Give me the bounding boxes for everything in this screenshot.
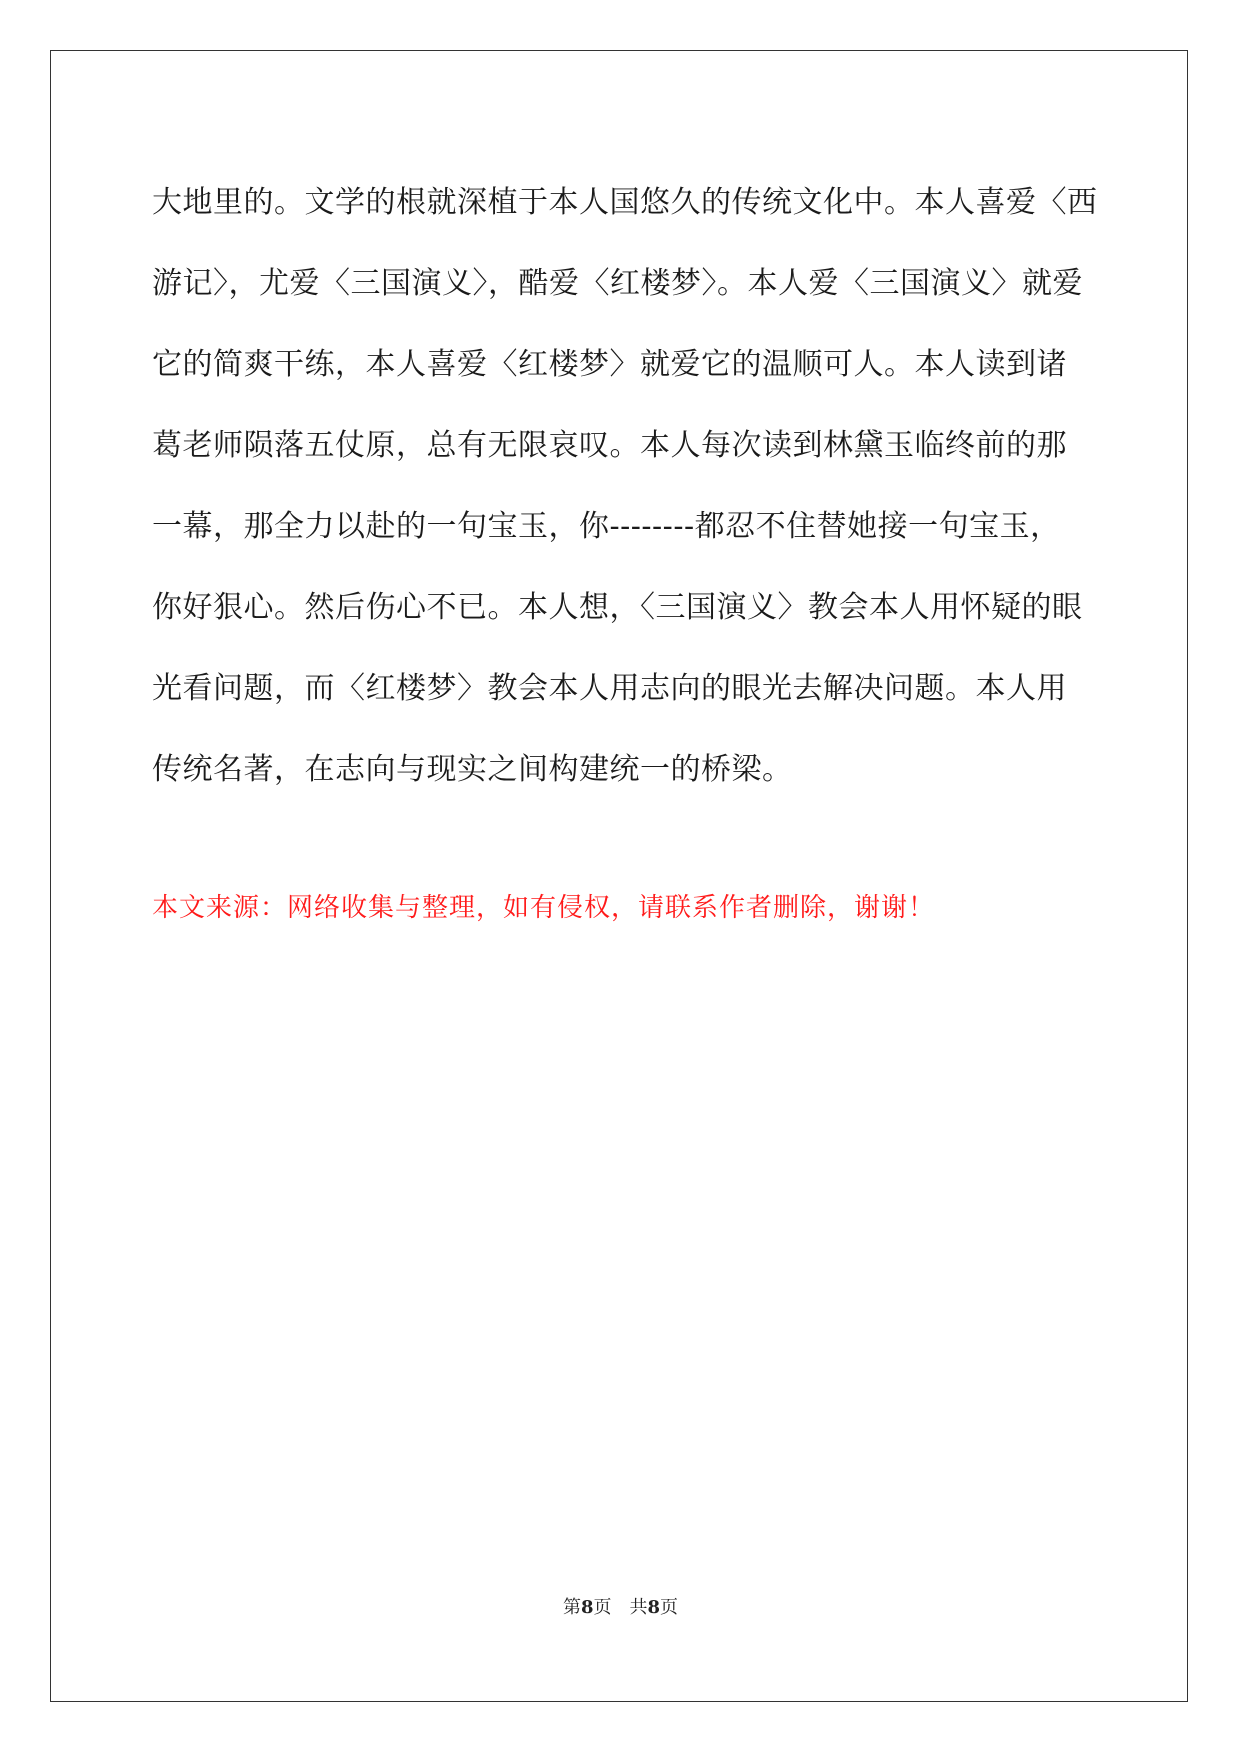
body-line: 大地里的。文学的根就深植于本人国悠久的传统文化中。本人喜爱〈西 [152, 185, 1098, 220]
total-suffix: 页 [660, 1597, 679, 1618]
body-line: 它的简爽干练，本人喜爱〈红楼梦〉就爱它的温顺可人。本人读到诸 [152, 347, 1067, 382]
page-prefix: 第 [562, 1597, 581, 1618]
body-line: 葛老师陨落五仗原，总有无限哀叹。本人每次读到林黛玉临终前的那 [152, 428, 1067, 463]
current-page-number: 8 [580, 1597, 594, 1618]
body-line: 一幕，那全力以赴的一句宝玉，你--------都忍不住替她接一句宝玉， [152, 509, 1061, 544]
body-line: 你好狠心。然后伤心不已。本人想，〈三国演义〉教会本人用怀疑的眼 [152, 590, 1083, 625]
page-suffix: 页 [593, 1597, 612, 1618]
page-footer [0, 1596, 1241, 1620]
source-note: 本文来源：网络收集与整理，如有侵权，请联系作者删除，谢谢！ [152, 893, 936, 923]
body-text [152, 162, 1112, 810]
body-line: 传统名著，在志向与现实之间构建统一的桥梁。 [152, 752, 793, 787]
total-pages-number: 8 [647, 1597, 661, 1618]
body-line: 游记〉，尤爱〈三国演义〉，酷爱〈红楼梦〉。本人爱〈三国演义〉就爱 [152, 266, 1083, 301]
body-line: 光看问题，而〈红楼梦〉教会本人用志向的眼光去解决问题。本人用 [152, 671, 1067, 706]
total-prefix: 共 [629, 1597, 648, 1618]
